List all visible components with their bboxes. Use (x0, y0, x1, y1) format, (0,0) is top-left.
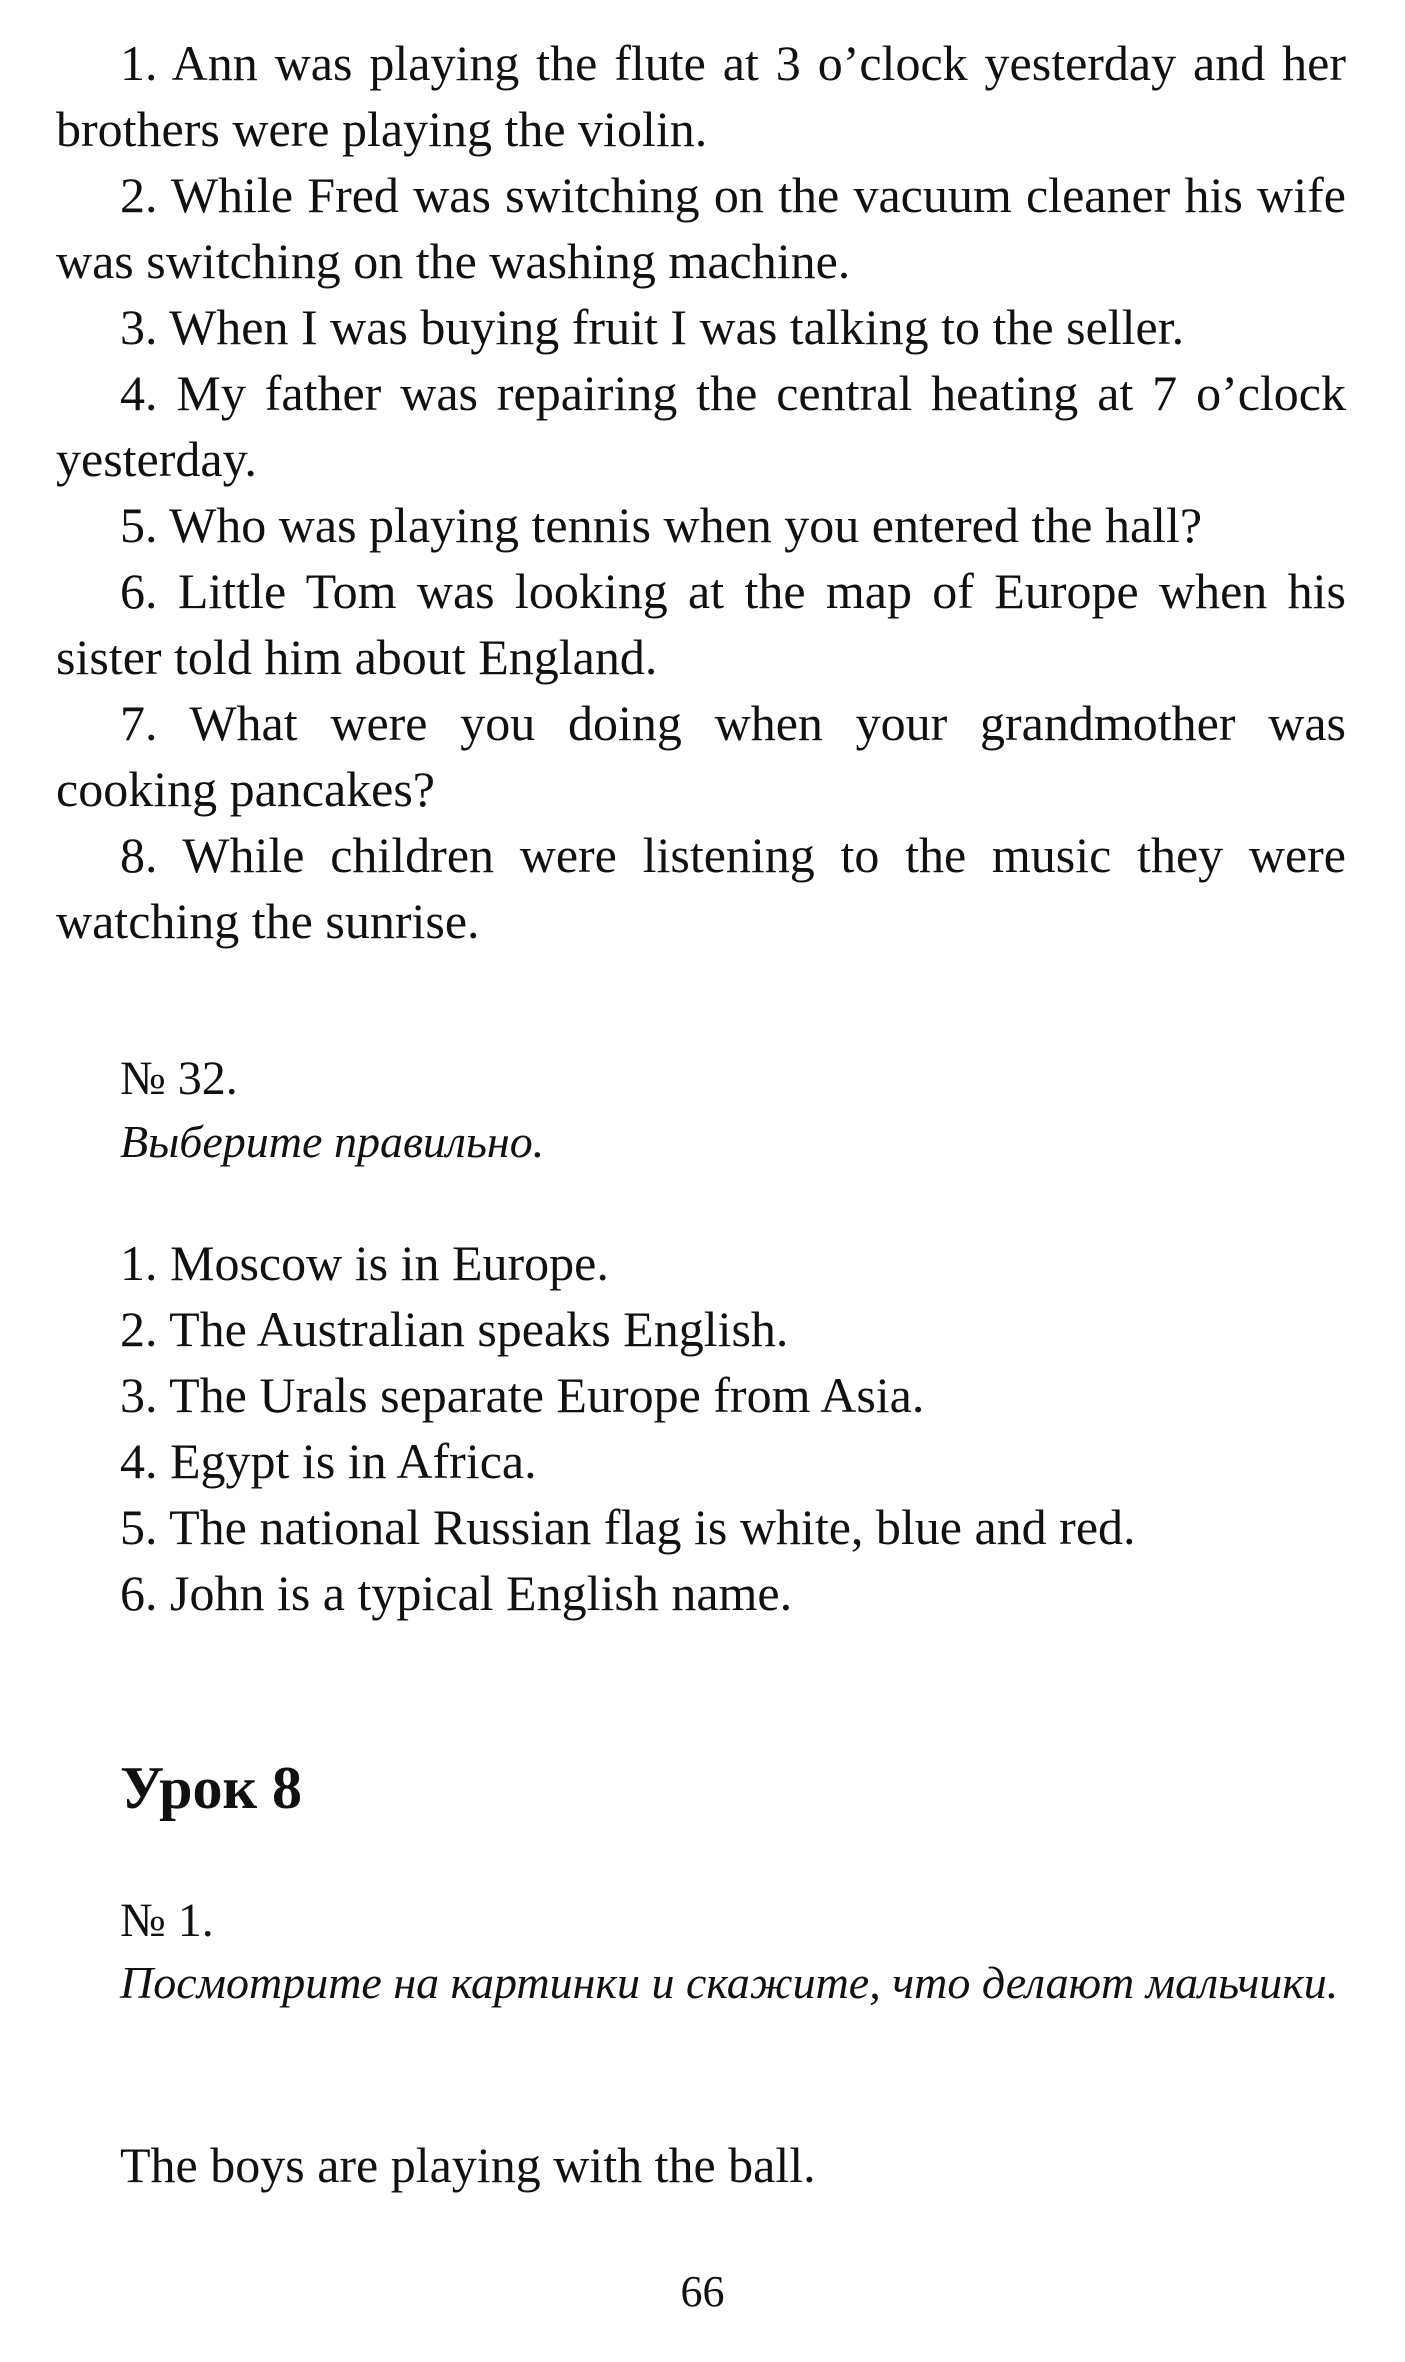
task-32-item-1: 1. Moscow is in Europe. (120, 1235, 609, 1291)
answer-3: 3. When I was buying fruit I was talking to the seller. (120, 299, 1185, 355)
task-1-answer: The boys are playing with the ball. (120, 2137, 816, 2193)
page-number: 66 (680, 2267, 725, 2316)
answer-8: 8. While children were listening to the music they were watching the sunrise. (56, 827, 1346, 949)
answer-5: 5. Who was playing tennis when you entered the hall? (120, 497, 1203, 553)
lesson-heading: Урок 8 (120, 1755, 303, 1821)
task-1-number: № 1. (120, 1894, 214, 1947)
answer-1: 1. Ann was playing the flute at 3 o’clock yesterday and her brothers were playing the violin. (56, 35, 1346, 157)
answer-7: 7. What were you doing when your grandmother was cooking pancakes? (56, 695, 1346, 817)
task-1-instruction: Посмотрите на картинки и скажите, что делают мальчики. (120, 1957, 1339, 2008)
task-32-item-6: 6. John is a typical English name. (120, 1565, 793, 1621)
task-32-item-4: 4. Egypt is in Africa. (120, 1433, 537, 1489)
task-32-item-5: 5. The national Russian flag is white, blue and red. (120, 1499, 1136, 1555)
answer-4: 4. My father was repairing the central heating at 7 o’clock yesterday. (56, 365, 1346, 487)
answer-2: 2. While Fred was switching on the vacuum cleaner his wife was switching on the washing machine. (56, 167, 1346, 289)
task-32-number: № 32. (120, 1052, 238, 1105)
task-32-instruction: Выберите правильно. (120, 1116, 545, 1167)
task-32-item-2: 2. The Australian speaks English. (120, 1301, 789, 1357)
answer-6: 6. Little Tom was looking at the map of Europe when his sister told him about England. (56, 563, 1346, 685)
task-32-item-3: 3. The Urals separate Europe from Asia. (120, 1367, 925, 1423)
